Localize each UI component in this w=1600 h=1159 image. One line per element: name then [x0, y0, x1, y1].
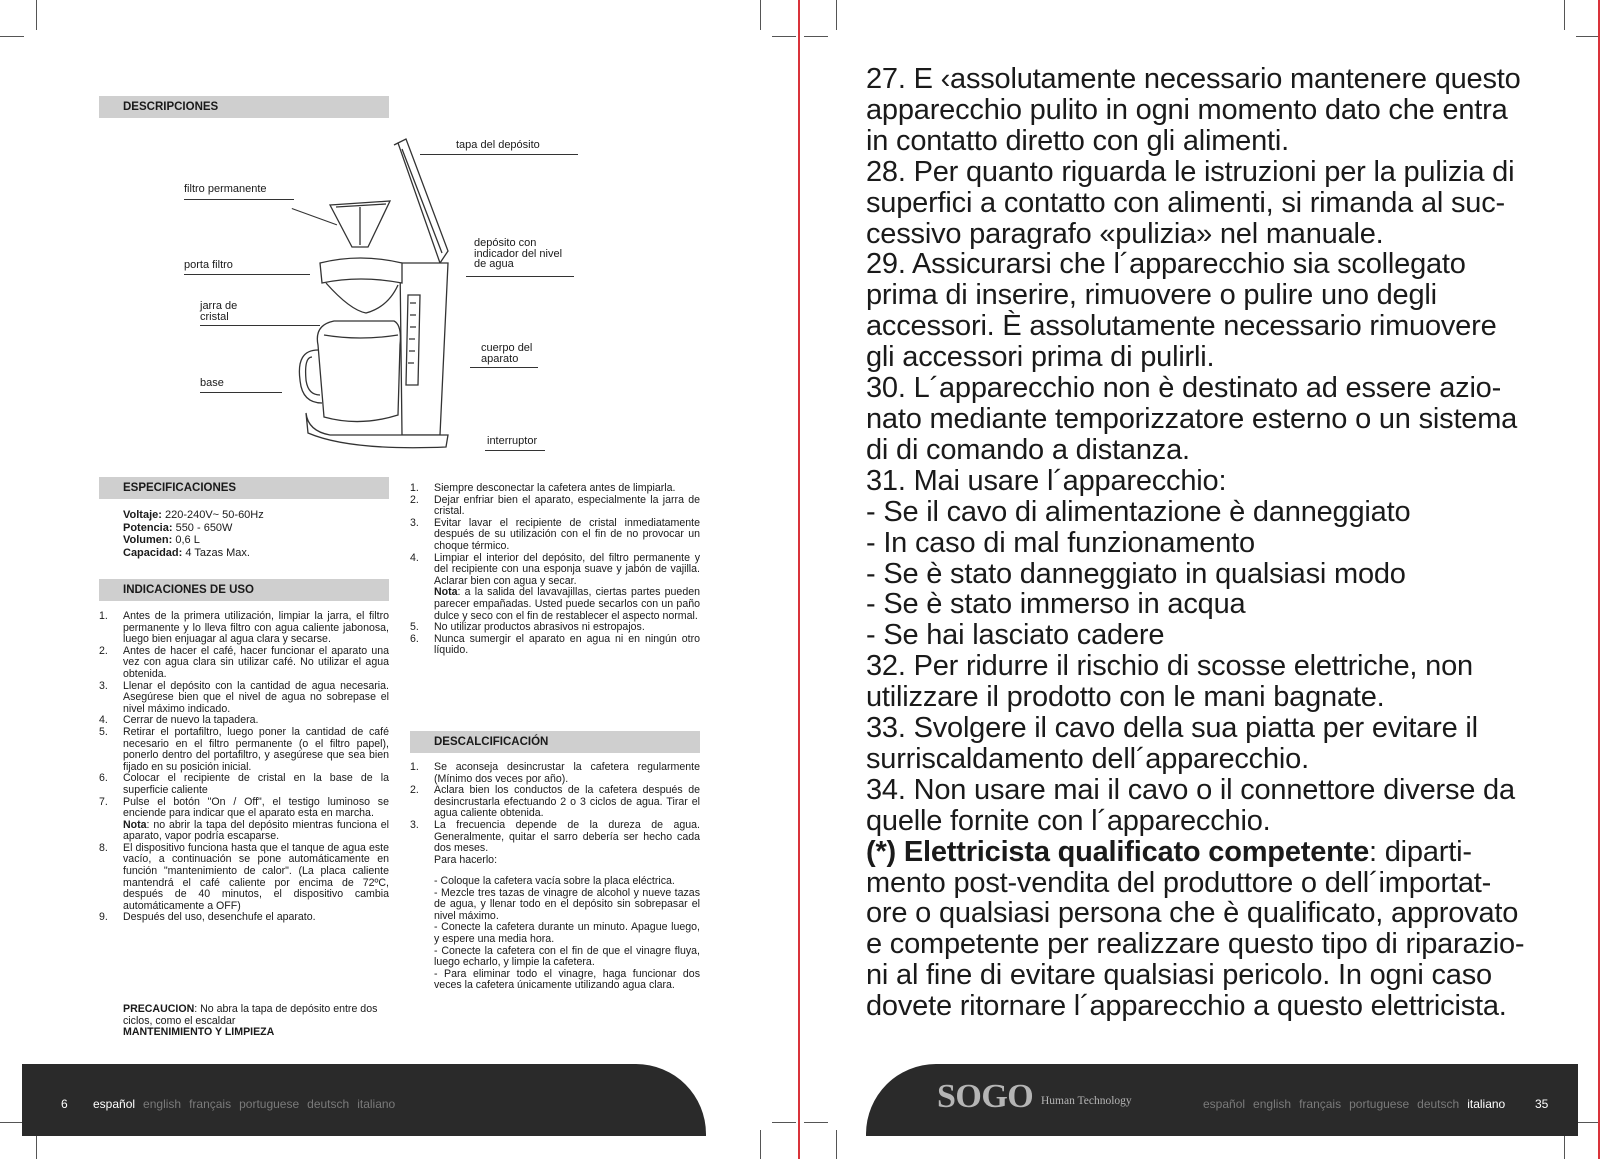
- spec-label: Potencia:: [123, 521, 173, 534]
- leader-line: [200, 325, 320, 326]
- crop-mark: [804, 1122, 828, 1123]
- page-number-right: 35: [1535, 1097, 1549, 1111]
- label-line: jarra de: [200, 300, 238, 312]
- lang-english[interactable]: english: [1253, 1097, 1292, 1111]
- item-text: Aclara bien los conductos de la cafetera después de desincrustarla efectuando 2 o 3 ciclos de agua. Tirar el agua caliente obtenida.: [434, 784, 700, 820]
- text-line: nato mediante temporizzatore esterno o un sistema: [866, 402, 1518, 435]
- lang-english[interactable]: english: [143, 1097, 182, 1111]
- descal-step: - Para eliminar todo el vinagre, haga funcionar dos veces la cafetera únicamente utilizando agua clara.: [434, 967, 700, 992]
- list-item: [99, 727, 389, 773]
- spec-value: 4 Tazas Max.: [182, 546, 250, 559]
- descaling-steps: [434, 876, 700, 992]
- language-nav-left: [93, 1097, 403, 1111]
- label-porta-filtro: porta filtro: [184, 259, 233, 271]
- item-text: Cerrar de nuevo la tapadera.: [123, 714, 259, 727]
- precaucion-label: PRECAUCION: [123, 1003, 195, 1015]
- list-item: [410, 820, 700, 866]
- lang-portuguese[interactable]: portuguese: [1349, 1097, 1410, 1111]
- lang-francais[interactable]: français: [189, 1097, 232, 1111]
- spec-capacidad: [123, 547, 383, 560]
- text-line: 30. L´apparecchio non è destinato ad essere azio-: [866, 372, 1502, 405]
- label-cuerpo-aparato: [481, 343, 532, 365]
- text-line: - Se hai lasciato cadere: [866, 619, 1165, 652]
- label-jarra-cristal: [200, 301, 237, 323]
- label-line: cuerpo del: [481, 342, 533, 354]
- crop-mark: [1576, 36, 1600, 37]
- text-line: in contatto diretto con gli alimenti.: [866, 124, 1289, 157]
- note-label: Nota: [434, 586, 458, 599]
- item-number: 6.: [99, 772, 108, 785]
- lang-deutsch[interactable]: deutsch: [1417, 1097, 1460, 1111]
- list-item: [99, 611, 389, 646]
- page-number-left: 6: [61, 1097, 68, 1111]
- crop-mark: [836, 0, 837, 30]
- lang-espanol[interactable]: español: [1203, 1097, 1246, 1111]
- text-span: : diparti-: [1369, 835, 1472, 868]
- item-number: 4.: [99, 714, 108, 727]
- item-number: 1.: [410, 482, 419, 494]
- item-text: Dejar enfriar bien el aparato, especialmente la jarra de cristal.: [434, 493, 700, 518]
- list-item: [99, 681, 389, 716]
- descal-step: - Mezcle tres tazas de vinagre de alcohol y nueve tazas de agua, y llenar todo en el depósito sin sobrepasar el nivel máximo.: [434, 886, 700, 922]
- item-number: 3.: [410, 516, 419, 529]
- list-item: [410, 785, 700, 820]
- list-item: [99, 773, 389, 796]
- lang-italiano[interactable]: italiano: [357, 1097, 396, 1111]
- label-line: cristal: [200, 311, 229, 323]
- note-label: Nota: [123, 818, 147, 831]
- crop-mark: [836, 1130, 837, 1159]
- leader-line: [485, 450, 545, 451]
- text-line: gli accessori prima di pulirli.: [866, 341, 1215, 374]
- crop-mark: [760, 1130, 761, 1159]
- lang-italiano[interactable]: italiano: [1467, 1097, 1506, 1111]
- usage-instructions-list: [99, 611, 389, 924]
- item-number: 1.: [410, 761, 419, 773]
- section-header-especificaciones: ESPECIFICACIONES: [99, 477, 389, 499]
- item-number: 1.: [99, 610, 108, 622]
- item-text: Retirar el portafiltro, luego poner la cantidad de café necesario en el filtro permanente (o el filtro papel), ponerlo dentro del portafiltro, y asegúrese que sea bien fijado en su posición inicial.: [123, 725, 389, 773]
- text-line: utilizzare il prodotto con le mani bagnate.: [866, 681, 1385, 714]
- lang-deutsch[interactable]: deutsch: [307, 1097, 350, 1111]
- language-nav-right: [1203, 1097, 1513, 1111]
- lang-francais[interactable]: français: [1299, 1097, 1342, 1111]
- precaucion-text: : No abra la tapa de depósito entre dos ciclos, como el escaldar: [123, 1003, 378, 1027]
- item-text: Se aconseja desincrustar la cafetera regularmente (Mínimo dos veces por año).: [434, 761, 700, 785]
- spec-value: 220-240V~ 50-60Hz: [161, 509, 264, 521]
- text-line: - Se il cavo di alimentazione è danneggiato: [866, 495, 1411, 528]
- safety-instructions-text: [866, 64, 1546, 1022]
- crop-mark: [36, 0, 37, 30]
- crop-mark: [1564, 0, 1565, 30]
- spec-value: 0,6 L: [172, 534, 200, 546]
- lang-portuguese[interactable]: portuguese: [239, 1097, 300, 1111]
- note-text: : no abrir la tapa del depósito mientras funciona el aparato, vapor podría escaparse.: [123, 818, 389, 843]
- list-item: [410, 495, 700, 518]
- list-item: [99, 797, 389, 843]
- label-deposito-agua: [474, 238, 562, 270]
- item-number: 9.: [99, 911, 108, 924]
- item-number: 8.: [99, 841, 108, 854]
- text-line: 27. E ‹assolutamente necessario mantenere questo: [866, 63, 1521, 95]
- crop-mark: [772, 1122, 796, 1123]
- item-text: Después del uso, desenchufe el aparato.: [123, 911, 316, 924]
- label-base: base: [200, 377, 224, 389]
- text-line: surriscaldamento dell´apparecchio.: [866, 742, 1309, 775]
- text-line: - In caso di mal funzionamento: [866, 526, 1255, 559]
- text-line: 31. Mai usare l´apparecchio:: [866, 464, 1227, 497]
- spec-label: Voltaje:: [123, 509, 162, 521]
- leader-line: [466, 276, 574, 277]
- crop-mark: [804, 36, 828, 37]
- precaucion-note: [123, 1004, 389, 1039]
- text-line: 32. Per ridurre il rischio di scosse elettriche, non: [866, 650, 1473, 683]
- lang-espanol[interactable]: español: [93, 1097, 136, 1111]
- label-line: indicador del nivel: [474, 247, 563, 260]
- bold-term: (*) Elettricista qualificato competente: [866, 835, 1370, 868]
- descal-step: - Conecte la cafetera con el fin de que el vinagre fluya, luego echarlo, y limpie la cafetera.: [434, 944, 700, 969]
- spec-volumen: [123, 534, 383, 547]
- logo-tagline: Human Technology: [1041, 1095, 1132, 1107]
- item-text: Llenar el depósito con la cantidad de agua necesaria. Asegúrese bien que el nivel de agua no sobrepase el nivel máximo indicado.: [123, 679, 389, 715]
- leader-line: [184, 274, 310, 275]
- text-line: dovete ritornare l´apparecchio a questo elettricista.: [866, 990, 1507, 1023]
- text-line: 29. Assicurarsi che l´apparecchio sia scollegato: [866, 248, 1466, 281]
- item-text: Antes de hacer el café, hacer funcionar el aparato una vez con agua clara sin utilizar café. No utilizar el agua obtenida.: [123, 644, 389, 680]
- item-number: 2.: [410, 784, 419, 797]
- item-text: La frecuencia depende de la dureza de agua. Generalmente, quitar el sarro debería ser hecho cada dos meses.: [434, 818, 700, 855]
- text-line: - Se è stato immerso in acqua: [866, 588, 1246, 621]
- list-item: [410, 553, 700, 623]
- fold-line-left: [798, 0, 800, 1159]
- item-text: Nunca sumergir el aparato en agua ni en ningún otro líquido.: [434, 632, 700, 657]
- crop-mark: [760, 0, 761, 30]
- item-number: 3.: [410, 818, 419, 831]
- crop-mark: [772, 36, 796, 37]
- section-header-indicaciones-uso: INDICACIONES DE USO: [99, 579, 389, 601]
- text-line: 34. Non usare mai il cavo o il connettore diverse da: [866, 773, 1515, 806]
- label-line: aparato: [481, 353, 519, 365]
- section-header-descripciones: DESCRIPCIONES: [99, 96, 389, 118]
- sogo-logo: SOGO: [937, 1078, 1034, 1115]
- item-number: 2.: [410, 493, 419, 506]
- leader-line: [184, 199, 294, 200]
- item-number: 6.: [410, 632, 419, 645]
- spec-voltaje: [123, 509, 383, 522]
- text-line: ore o qualsiasi persona che è qualificato, approvato: [866, 897, 1519, 930]
- item-text: No utilizar productos abrasivos ni estropajos.: [434, 621, 645, 634]
- spec-potencia: [123, 522, 383, 535]
- item-text: Limpiar el interior del depósito, del filtro permanente y del recipiente con una esponja suave y jabón de vajilla. Aclarar bien con agua y secar.: [434, 551, 700, 587]
- text-line: quelle fornite con l´apparecchio.: [866, 804, 1271, 837]
- text-line: ni al fine di evitare qualsiasi pericolo. In ogni caso: [866, 959, 1492, 992]
- section-header-descalcificacion: DESCALCIFICACIÓN: [410, 731, 700, 753]
- coffee-maker-illustration: [290, 135, 470, 450]
- item-number: 5.: [410, 621, 419, 634]
- item-text: Antes de la primera utilización, limpiar la jarra, el filtro permanente y lo lleva filtro con agua caliente jabonosa, luego bien enjuagar al agua clara y secarse.: [123, 610, 389, 646]
- item-text: Siempre desconectar la cafetera antes de limpiarla.: [434, 482, 676, 494]
- item-text: Pulse el botón "On / Off", el testigo luminoso se enciende para indicar que el aparato esta en marcha.: [123, 795, 389, 820]
- note-text: : a la salida del lavavajillas, ciertas partes pueden parecer empañadas. Usted puede secarlos con un paño dulce y seco con el fin de restablecer el aspecto normal.: [434, 586, 700, 622]
- mantenimiento-heading: MANTENIMIENTO Y LIMPIEZA: [123, 1026, 275, 1039]
- descal-step: - Conecte la cafetera durante un minuto. Apague luego, y espere una media hora.: [434, 921, 700, 945]
- item-text: Evitar lavar el recipiente de cristal inmediatamente después de su utilización con el fin de no provocar un choque térmico.: [434, 516, 700, 552]
- text-line: accessori. È assolutamente necessario rimuovere: [866, 310, 1497, 343]
- text-line: [866, 837, 1546, 868]
- descal-step: Para hacerlo:: [434, 853, 498, 866]
- text-line: apparecchio pulito in ogni momento dato che entra: [866, 93, 1508, 126]
- text-line: 33. Svolgere il cavo della sua piatta per evitare il: [866, 712, 1478, 745]
- label-interruptor: interruptor: [487, 435, 538, 447]
- spec-label: Volumen:: [123, 534, 173, 546]
- specifications-list: [123, 509, 383, 559]
- spec-label: Capacidad:: [123, 546, 183, 559]
- label-line: depósito con: [474, 237, 537, 249]
- crop-mark: [1576, 1122, 1600, 1123]
- descaling-list: [410, 762, 700, 866]
- text-line: cessivo paragrafo «pulizia» nel manuale.: [866, 217, 1384, 250]
- item-number: 2.: [99, 644, 108, 657]
- list-item: [410, 518, 700, 553]
- crop-mark: [0, 1122, 24, 1123]
- leader-line: [470, 367, 538, 368]
- list-item: [99, 843, 389, 913]
- item-number: 4.: [410, 551, 419, 564]
- text-line: prima di inserire, rimuovere o pulire uno degli: [866, 279, 1437, 312]
- text-line: - Se è stato danneggiato in qualsiasi modo: [866, 557, 1406, 590]
- list-item: [410, 762, 700, 785]
- leader-line: [420, 154, 578, 155]
- label-filtro-permanente: filtro permanente: [184, 183, 267, 195]
- text-line: 28. Per quanto riguarda le istruzioni per la pulizia di: [866, 155, 1515, 188]
- leader-line: [200, 392, 282, 393]
- text-line: e competente per realizzare questo tipo di riparazio-: [866, 928, 1525, 961]
- item-text: Colocar el recipiente de cristal en la base de la superficie caliente: [123, 772, 389, 796]
- list-item: [99, 646, 389, 681]
- label-line: de agua: [474, 258, 514, 270]
- descal-step: - Coloque la cafetera vacía sobre la placa eléctrica.: [434, 875, 675, 887]
- cleaning-instructions-list: [410, 483, 700, 657]
- list-item: [99, 912, 389, 924]
- text-line: di di comando a distanza.: [866, 433, 1190, 466]
- item-number: 5.: [99, 725, 108, 738]
- label-tapa-deposito: tapa del depósito: [456, 139, 540, 151]
- item-text: El dispositivo funciona hasta que el tanque de agua este vacío, a continuación se pone automáticamente en función "mantenimiento de calor". (La placa caliente mantendrá el café caliente por encima de 72ºC, después de 40 minutos, el dispositivo cambia automáticamente a OFF): [123, 841, 389, 912]
- item-number: 3.: [99, 679, 108, 692]
- crop-mark: [0, 36, 24, 37]
- spec-value: 550 - 650W: [172, 521, 233, 534]
- list-item: [410, 634, 700, 657]
- item-number: 7.: [99, 795, 108, 808]
- text-line: mento post-vendita del produttore o dell´importat-: [866, 866, 1492, 899]
- text-line: superfici a contatto con alimenti, si rimanda al suc-: [866, 186, 1505, 219]
